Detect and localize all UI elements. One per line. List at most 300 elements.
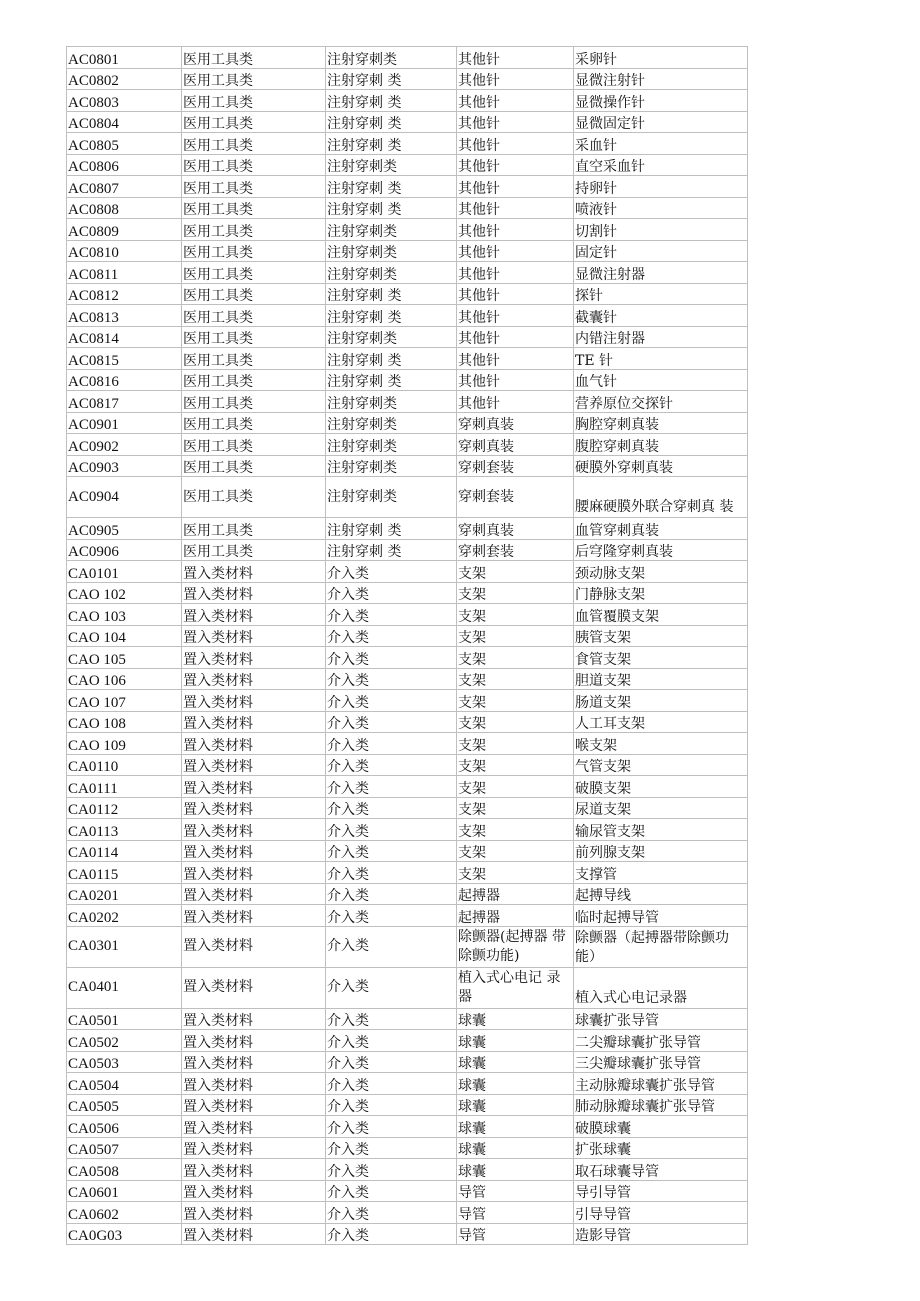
category-level2-cell: 介入类 [326, 625, 457, 647]
category-level2-cell: 注射穿刺 类 [326, 68, 457, 90]
table-row [67, 1159, 748, 1181]
category-level3-cell: 起搏器 [457, 905, 574, 927]
category-level3-cell: 其他针 [457, 369, 574, 391]
product-name-cell: 食管支架 [574, 647, 748, 669]
category-level3-cell: 其他针 [457, 240, 574, 262]
table-row [67, 90, 748, 112]
code-cell: CAO 107 [67, 690, 182, 712]
category-level1-cell: 医用工具类 [182, 391, 326, 413]
category-level1-cell: 置入类材料 [182, 647, 326, 669]
category-level2-cell: 介入类 [326, 582, 457, 604]
code-cell: CA0115 [67, 862, 182, 884]
category-level1-cell: 医用工具类 [182, 434, 326, 456]
table-row [67, 647, 748, 669]
category-level2-cell: 注射穿刺类 [326, 154, 457, 176]
category-level1-cell: 置入类材料 [182, 690, 326, 712]
category-level2-cell: 注射穿刺 类 [326, 176, 457, 198]
table-row [67, 348, 748, 370]
category-level1-cell: 医用工具类 [182, 240, 326, 262]
code-cell: AC0901 [67, 412, 182, 434]
product-name-cell: 人工耳支架 [574, 711, 748, 733]
category-level3-cell: 支架 [457, 625, 574, 647]
category-level1-cell: 置入类材料 [182, 797, 326, 819]
category-level2-cell: 介入类 [326, 733, 457, 755]
code-cell: CA0101 [67, 561, 182, 583]
product-name-cell: 硬膜外穿刺真装 [574, 455, 748, 477]
category-level3-cell: 支架 [457, 582, 574, 604]
table-row [67, 47, 748, 69]
table-row [67, 369, 748, 391]
category-level3-cell: 球囊 [457, 1030, 574, 1052]
product-name-cell: 显微注射针 [574, 68, 748, 90]
code-cell: CA0501 [67, 1008, 182, 1030]
category-level2-cell: 注射穿刺类 [326, 434, 457, 456]
code-cell: CAO 102 [67, 582, 182, 604]
category-level2-cell: 介入类 [326, 883, 457, 905]
category-level2-cell: 注射穿刺类 [326, 391, 457, 413]
table-row [67, 68, 748, 90]
code-cell: CA0508 [67, 1159, 182, 1181]
category-level1-cell: 置入类材料 [182, 1073, 326, 1095]
category-level2-cell: 介入类 [326, 1073, 457, 1095]
category-level1-cell: 置入类材料 [182, 668, 326, 690]
category-level1-cell: 置入类材料 [182, 883, 326, 905]
category-level1-cell: 置入类材料 [182, 905, 326, 927]
category-level3-cell: 支架 [457, 561, 574, 583]
product-name-cell: 植入式心电记录器 [574, 967, 748, 1008]
category-level1-cell: 医用工具类 [182, 176, 326, 198]
product-name-cell: 肠道支架 [574, 690, 748, 712]
category-level1-cell: 置入类材料 [182, 1180, 326, 1202]
code-cell: AC0807 [67, 176, 182, 198]
product-name-cell: 持卵针 [574, 176, 748, 198]
code-cell: CA0201 [67, 883, 182, 905]
product-name-cell: 颈动脉支架 [574, 561, 748, 583]
product-name-cell: 胰管支架 [574, 625, 748, 647]
table-row [67, 1094, 748, 1116]
category-level3-cell: 球囊 [457, 1094, 574, 1116]
code-cell: AC0903 [67, 455, 182, 477]
code-cell: AC0902 [67, 434, 182, 456]
table-row [67, 283, 748, 305]
category-level2-cell: 介入类 [326, 797, 457, 819]
category-level3-cell: 穿刺套装 [457, 477, 574, 518]
code-cell: CA0301 [67, 926, 182, 967]
product-name-cell: 血气针 [574, 369, 748, 391]
category-level1-cell: 置入类材料 [182, 1202, 326, 1224]
product-name-cell: 二尖瓣球囊扩张导管 [574, 1030, 748, 1052]
code-cell: AC0904 [67, 477, 182, 518]
category-level1-cell: 医用工具类 [182, 68, 326, 90]
code-cell: AC0803 [67, 90, 182, 112]
category-level2-cell: 介入类 [326, 1116, 457, 1138]
table-row [67, 197, 748, 219]
product-name-cell: 输尿管支架 [574, 819, 748, 841]
table-row [67, 1223, 748, 1245]
code-cell: CA0114 [67, 840, 182, 862]
category-level3-cell: 其他针 [457, 90, 574, 112]
table-row [67, 133, 748, 155]
category-level3-cell: 支架 [457, 840, 574, 862]
product-name-cell: 前列腺支架 [574, 840, 748, 862]
category-level3-cell: 导管 [457, 1223, 574, 1245]
category-level3-cell: 其他针 [457, 348, 574, 370]
category-level2-cell: 注射穿刺 类 [326, 369, 457, 391]
product-name-cell: 采血针 [574, 133, 748, 155]
code-cell: AC0817 [67, 391, 182, 413]
category-level3-cell: 其他针 [457, 154, 574, 176]
category-level2-cell: 介入类 [326, 905, 457, 927]
product-name-cell: 临时起搏导管 [574, 905, 748, 927]
category-level2-cell: 介入类 [326, 754, 457, 776]
category-level3-cell: 支架 [457, 819, 574, 841]
category-level3-cell: 其他针 [457, 283, 574, 305]
code-cell: CA0401 [67, 967, 182, 1008]
table-row [67, 967, 748, 1008]
code-cell: CA0506 [67, 1116, 182, 1138]
table-row [67, 262, 748, 284]
category-level2-cell: 介入类 [326, 926, 457, 967]
category-level2-cell: 介入类 [326, 1030, 457, 1052]
table-row [67, 690, 748, 712]
product-name-cell: 支撑管 [574, 862, 748, 884]
code-cell: AC0808 [67, 197, 182, 219]
table-row [67, 412, 748, 434]
product-name-cell: 营养原位交探针 [574, 391, 748, 413]
table-row [67, 477, 748, 518]
table-row [67, 797, 748, 819]
table-row [67, 883, 748, 905]
category-level3-cell: 支架 [457, 647, 574, 669]
table-row [67, 862, 748, 884]
category-level2-cell: 注射穿刺类 [326, 240, 457, 262]
category-level1-cell: 置入类材料 [182, 733, 326, 755]
category-level1-cell: 置入类材料 [182, 967, 326, 1008]
category-level2-cell: 介入类 [326, 561, 457, 583]
category-level2-cell: 介入类 [326, 840, 457, 862]
category-level1-cell: 置入类材料 [182, 1137, 326, 1159]
category-level3-cell: 穿刺真装 [457, 434, 574, 456]
category-level2-cell: 注射穿刺类 [326, 412, 457, 434]
category-level2-cell: 介入类 [326, 1202, 457, 1224]
table-row [67, 518, 748, 540]
product-name-cell: 显微注射器 [574, 262, 748, 284]
code-cell: AC0801 [67, 47, 182, 69]
code-cell: AC0805 [67, 133, 182, 155]
table-row [67, 668, 748, 690]
product-name-cell: TE 针 [574, 348, 748, 370]
category-level2-cell: 介入类 [326, 647, 457, 669]
category-level3-cell: 植入式心电记 录器 [457, 967, 574, 1008]
category-level2-cell: 注射穿刺 类 [326, 305, 457, 327]
code-cell: CA0G03 [67, 1223, 182, 1245]
product-name-cell: 起搏导线 [574, 883, 748, 905]
category-level1-cell: 医用工具类 [182, 369, 326, 391]
category-level3-cell: 穿刺真装 [457, 518, 574, 540]
table-row [67, 240, 748, 262]
category-level3-cell: 支架 [457, 711, 574, 733]
code-cell: CAO 106 [67, 668, 182, 690]
code-cell: CAO 103 [67, 604, 182, 626]
product-name-cell: 血管覆膜支架 [574, 604, 748, 626]
category-level2-cell: 注射穿刺 类 [326, 133, 457, 155]
category-level3-cell: 球囊 [457, 1008, 574, 1030]
product-name-cell: 内错注射器 [574, 326, 748, 348]
product-name-cell: 肺动脉瓣球囊扩张导管 [574, 1094, 748, 1116]
code-cell: AC0810 [67, 240, 182, 262]
category-level1-cell: 置入类材料 [182, 1094, 326, 1116]
category-level2-cell: 注射穿刺 类 [326, 197, 457, 219]
category-level2-cell: 注射穿刺 类 [326, 348, 457, 370]
code-cell: AC0814 [67, 326, 182, 348]
category-level1-cell: 置入类材料 [182, 862, 326, 884]
category-level2-cell: 介入类 [326, 1137, 457, 1159]
category-level2-cell: 注射穿刺类 [326, 47, 457, 69]
category-level3-cell: 球囊 [457, 1159, 574, 1181]
category-level3-cell: 其他针 [457, 176, 574, 198]
code-cell: CAO 108 [67, 711, 182, 733]
table-row [67, 1180, 748, 1202]
product-name-cell: 胆道支架 [574, 668, 748, 690]
table-row [67, 434, 748, 456]
category-level2-cell: 介入类 [326, 668, 457, 690]
category-level2-cell: 注射穿刺 类 [326, 90, 457, 112]
table-row [67, 154, 748, 176]
table-row [67, 733, 748, 755]
category-level2-cell: 介入类 [326, 776, 457, 798]
category-level2-cell: 注射穿刺 类 [326, 283, 457, 305]
category-level3-cell: 球囊 [457, 1116, 574, 1138]
code-cell: AC0802 [67, 68, 182, 90]
table-row [67, 455, 748, 477]
product-name-cell: 血管穿刺真装 [574, 518, 748, 540]
table-row [67, 1008, 748, 1030]
category-level2-cell: 注射穿刺类 [326, 326, 457, 348]
table-row [67, 1202, 748, 1224]
product-name-cell: 破膜支架 [574, 776, 748, 798]
code-cell: AC0905 [67, 518, 182, 540]
category-level3-cell: 穿刺套装 [457, 455, 574, 477]
category-level3-cell: 支架 [457, 797, 574, 819]
category-level3-cell: 其他针 [457, 326, 574, 348]
category-level1-cell: 置入类材料 [182, 604, 326, 626]
category-level2-cell: 注射穿刺 类 [326, 111, 457, 133]
category-level1-cell: 置入类材料 [182, 819, 326, 841]
category-level2-cell: 注射穿刺类 [326, 262, 457, 284]
product-name-cell: 直空采血针 [574, 154, 748, 176]
category-level1-cell: 医用工具类 [182, 326, 326, 348]
product-name-cell: 取石球囊导管 [574, 1159, 748, 1181]
category-level1-cell: 置入类材料 [182, 1223, 326, 1245]
category-level1-cell: 置入类材料 [182, 840, 326, 862]
product-name-cell: 扩张球囊 [574, 1137, 748, 1159]
category-level1-cell: 医用工具类 [182, 539, 326, 561]
category-level1-cell: 医用工具类 [182, 219, 326, 241]
category-level2-cell: 介入类 [326, 862, 457, 884]
category-level1-cell: 医用工具类 [182, 518, 326, 540]
table-row [67, 582, 748, 604]
code-cell: CA0111 [67, 776, 182, 798]
product-name-cell: 腰麻硬膜外联合穿刺真 装 [574, 477, 748, 518]
code-cell: CA0602 [67, 1202, 182, 1224]
category-level2-cell: 注射穿刺 类 [326, 518, 457, 540]
product-name-cell: 腹腔穿刺真装 [574, 434, 748, 456]
table-row [67, 539, 748, 561]
code-cell: CA0505 [67, 1094, 182, 1116]
product-name-cell: 截囊针 [574, 305, 748, 327]
table-row [67, 926, 748, 967]
table-row [67, 754, 748, 776]
table-row [67, 711, 748, 733]
category-level1-cell: 医用工具类 [182, 133, 326, 155]
product-name-cell: 固定针 [574, 240, 748, 262]
table-row [67, 1051, 748, 1073]
table-row [67, 176, 748, 198]
category-level1-cell: 医用工具类 [182, 197, 326, 219]
product-name-cell: 气管支架 [574, 754, 748, 776]
table-row [67, 1116, 748, 1138]
category-level2-cell: 介入类 [326, 1223, 457, 1245]
code-cell: CA0112 [67, 797, 182, 819]
category-level2-cell: 介入类 [326, 1094, 457, 1116]
category-level2-cell: 介入类 [326, 604, 457, 626]
category-level1-cell: 医用工具类 [182, 90, 326, 112]
code-cell: CAO 109 [67, 733, 182, 755]
code-cell: AC0906 [67, 539, 182, 561]
table-row [67, 905, 748, 927]
category-level1-cell: 医用工具类 [182, 283, 326, 305]
table-row [67, 391, 748, 413]
category-level1-cell: 置入类材料 [182, 1159, 326, 1181]
product-name-cell: 显微操作针 [574, 90, 748, 112]
table-row [67, 776, 748, 798]
product-name-cell: 后穹隆穿刺真装 [574, 539, 748, 561]
product-name-cell: 主动脉瓣球囊扩张导管 [574, 1073, 748, 1095]
table-row [67, 1030, 748, 1052]
code-cell: AC0812 [67, 283, 182, 305]
category-level1-cell: 医用工具类 [182, 305, 326, 327]
category-level1-cell: 置入类材料 [182, 1030, 326, 1052]
category-level1-cell: 医用工具类 [182, 47, 326, 69]
category-level3-cell: 支架 [457, 862, 574, 884]
product-name-cell: 引导导管 [574, 1202, 748, 1224]
code-cell: CA0504 [67, 1073, 182, 1095]
category-level2-cell: 介入类 [326, 1051, 457, 1073]
category-level1-cell: 医用工具类 [182, 477, 326, 518]
product-name-cell: 球囊扩张导管 [574, 1008, 748, 1030]
category-level3-cell: 其他针 [457, 47, 574, 69]
product-name-cell: 探针 [574, 283, 748, 305]
product-name-cell: 尿道支架 [574, 797, 748, 819]
category-level2-cell: 介入类 [326, 819, 457, 841]
product-name-cell: 采卵针 [574, 47, 748, 69]
category-level3-cell: 其他针 [457, 305, 574, 327]
code-cell: CA0202 [67, 905, 182, 927]
category-level3-cell: 除颤器(起搏器 带除颤功能) [457, 926, 574, 967]
category-level3-cell: 其他针 [457, 133, 574, 155]
category-level1-cell: 置入类材料 [182, 926, 326, 967]
category-level3-cell: 其他针 [457, 197, 574, 219]
category-level1-cell: 置入类材料 [182, 776, 326, 798]
table-row [67, 819, 748, 841]
code-cell: AC0804 [67, 111, 182, 133]
category-level3-cell: 其他针 [457, 391, 574, 413]
category-level3-cell: 支架 [457, 690, 574, 712]
code-cell: AC0816 [67, 369, 182, 391]
table-row [67, 625, 748, 647]
code-cell: CA0503 [67, 1051, 182, 1073]
category-level2-cell: 介入类 [326, 690, 457, 712]
table-row [67, 305, 748, 327]
category-level3-cell: 其他针 [457, 111, 574, 133]
category-level3-cell: 导管 [457, 1202, 574, 1224]
product-name-cell: 显微固定针 [574, 111, 748, 133]
code-cell: AC0813 [67, 305, 182, 327]
category-level3-cell: 支架 [457, 733, 574, 755]
category-level1-cell: 置入类材料 [182, 582, 326, 604]
category-level3-cell: 球囊 [457, 1073, 574, 1095]
table-row [67, 604, 748, 626]
code-cell: AC0815 [67, 348, 182, 370]
product-name-cell: 胸腔穿刺真装 [574, 412, 748, 434]
code-cell: CA0502 [67, 1030, 182, 1052]
category-level1-cell: 置入类材料 [182, 561, 326, 583]
table-row [67, 326, 748, 348]
product-name-cell: 三尖瓣球囊扩张导管 [574, 1051, 748, 1073]
product-name-cell: 破膜球囊 [574, 1116, 748, 1138]
catalog-table [66, 46, 748, 1245]
category-level3-cell: 支架 [457, 604, 574, 626]
category-level1-cell: 医用工具类 [182, 348, 326, 370]
category-level1-cell: 置入类材料 [182, 1051, 326, 1073]
code-cell: CA0601 [67, 1180, 182, 1202]
category-level3-cell: 穿刺套装 [457, 539, 574, 561]
category-level3-cell: 其他针 [457, 219, 574, 241]
category-level1-cell: 医用工具类 [182, 262, 326, 284]
category-level2-cell: 注射穿刺类 [326, 219, 457, 241]
category-level3-cell: 起搏器 [457, 883, 574, 905]
product-name-cell: 导引导管 [574, 1180, 748, 1202]
product-name-cell: 造影导管 [574, 1223, 748, 1245]
category-level1-cell: 置入类材料 [182, 711, 326, 733]
table-row [67, 111, 748, 133]
category-level1-cell: 医用工具类 [182, 412, 326, 434]
code-cell: AC0809 [67, 219, 182, 241]
category-level2-cell: 注射穿刺类 [326, 477, 457, 518]
category-level3-cell: 支架 [457, 776, 574, 798]
table-row [67, 219, 748, 241]
category-level1-cell: 医用工具类 [182, 455, 326, 477]
catalog-table-body [67, 47, 748, 1245]
category-level3-cell: 其他针 [457, 262, 574, 284]
code-cell: CA0507 [67, 1137, 182, 1159]
category-level2-cell: 介入类 [326, 967, 457, 1008]
category-level1-cell: 置入类材料 [182, 625, 326, 647]
category-level2-cell: 介入类 [326, 1159, 457, 1181]
category-level2-cell: 注射穿刺 类 [326, 539, 457, 561]
category-level2-cell: 介入类 [326, 1180, 457, 1202]
category-level1-cell: 置入类材料 [182, 754, 326, 776]
table-row [67, 561, 748, 583]
category-level3-cell: 其他针 [457, 68, 574, 90]
product-name-cell: 喉支架 [574, 733, 748, 755]
code-cell: AC0806 [67, 154, 182, 176]
category-level1-cell: 医用工具类 [182, 111, 326, 133]
code-cell: CA0110 [67, 754, 182, 776]
category-level3-cell: 球囊 [457, 1137, 574, 1159]
product-name-cell: 喷液针 [574, 197, 748, 219]
category-level2-cell: 注射穿刺类 [326, 455, 457, 477]
